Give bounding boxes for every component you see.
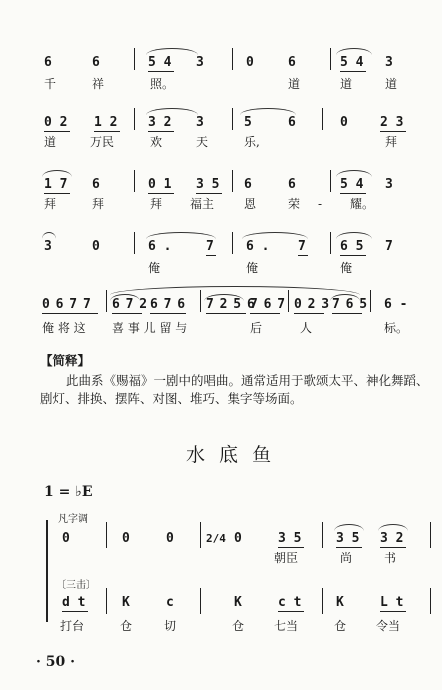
slur bbox=[378, 524, 408, 531]
note: 3 2 bbox=[380, 531, 404, 546]
note: 2 3 bbox=[380, 115, 404, 130]
percussion-row bbox=[0, 588, 442, 638]
lyric: 千 bbox=[44, 77, 57, 91]
lyric: 仓 bbox=[120, 619, 133, 633]
barline bbox=[106, 522, 107, 548]
slur bbox=[42, 232, 56, 239]
note: 0 bbox=[122, 531, 130, 546]
melody-row bbox=[0, 520, 442, 570]
lyric: 喜 事 儿 留 与 bbox=[112, 321, 188, 335]
barline bbox=[106, 588, 107, 614]
beam bbox=[206, 313, 246, 314]
barline bbox=[232, 170, 233, 192]
barline bbox=[200, 588, 201, 614]
lyric: 令当 bbox=[376, 619, 401, 633]
note: 6 bbox=[288, 55, 296, 70]
barline bbox=[330, 232, 331, 254]
note: c bbox=[166, 595, 174, 610]
barline bbox=[288, 290, 289, 312]
slur bbox=[146, 232, 216, 239]
time-signature: 2/4 bbox=[206, 532, 226, 545]
lyric: 切 bbox=[164, 619, 177, 633]
score-row-4 bbox=[0, 226, 442, 286]
lyric: 俺 将 这 bbox=[42, 321, 86, 335]
slur bbox=[42, 170, 72, 177]
part-label-percussion: 〔三击〕 bbox=[56, 580, 96, 591]
barline bbox=[134, 48, 135, 70]
lyric: 拜 bbox=[385, 135, 398, 149]
beam bbox=[340, 255, 366, 256]
note-text: 此曲系《赐福》一剧中的唱曲。通常适用于歌颂太平、神化舞蹈、剧灯、排换、摆阵、对图、堆巧、集字等场面。 bbox=[40, 373, 429, 406]
slur bbox=[110, 286, 360, 295]
note: 0 1 bbox=[148, 177, 172, 192]
slur bbox=[146, 48, 198, 55]
beam bbox=[332, 313, 362, 314]
beam bbox=[380, 547, 406, 548]
note: 5 bbox=[244, 115, 252, 130]
lyric: 恩 bbox=[244, 197, 257, 211]
beam bbox=[44, 193, 70, 194]
note: K bbox=[234, 595, 242, 610]
slur bbox=[336, 48, 372, 55]
score-row-1 bbox=[0, 40, 442, 100]
slur bbox=[336, 170, 372, 177]
note: 6 bbox=[288, 177, 296, 192]
note: 0 bbox=[166, 531, 174, 546]
barline bbox=[200, 290, 201, 312]
barline bbox=[330, 170, 331, 192]
section-title: 水 底 鱼 bbox=[186, 444, 276, 466]
lyric: 天 bbox=[196, 135, 209, 149]
beam bbox=[148, 131, 174, 132]
barline bbox=[106, 290, 107, 312]
lyric: 拜 bbox=[150, 197, 163, 211]
note: 0 2 3 bbox=[294, 297, 329, 312]
lyric: 照。 bbox=[150, 77, 175, 91]
beam bbox=[42, 313, 98, 314]
lyric: 俺 bbox=[148, 261, 161, 275]
note: 1 2 bbox=[94, 115, 118, 130]
slur bbox=[334, 524, 364, 531]
beam bbox=[294, 313, 324, 314]
beam bbox=[150, 313, 186, 314]
lyric: - bbox=[318, 197, 323, 211]
barline bbox=[134, 232, 135, 254]
note: 0 bbox=[246, 55, 254, 70]
lyric: 拜 bbox=[44, 197, 57, 211]
note: 6 bbox=[288, 115, 296, 130]
note: 6 7 6 bbox=[150, 297, 185, 312]
barline bbox=[330, 48, 331, 70]
lyric: 俺 bbox=[246, 261, 259, 275]
lyric: 道 bbox=[340, 77, 353, 91]
score-row-2 bbox=[0, 104, 442, 164]
beam bbox=[380, 131, 406, 132]
lyric: 后 bbox=[250, 321, 263, 335]
barline bbox=[232, 48, 233, 70]
note: 7 2 5 6 bbox=[206, 297, 254, 312]
note: L t bbox=[380, 595, 404, 610]
lyric: 拜 bbox=[92, 197, 105, 211]
note: 0 bbox=[62, 531, 70, 546]
page-number: · 50 · bbox=[36, 654, 75, 670]
lyric: 仓 bbox=[232, 619, 245, 633]
lyric: 标。 bbox=[384, 321, 409, 335]
lyric: 七当 bbox=[274, 619, 299, 633]
lyric: 欢 bbox=[150, 135, 163, 149]
note: 6 . bbox=[246, 239, 270, 254]
beam bbox=[278, 611, 304, 612]
barline bbox=[370, 290, 371, 312]
barline bbox=[232, 108, 233, 130]
slur bbox=[240, 108, 296, 115]
note-heading: 【简释】 bbox=[40, 353, 91, 368]
lyric: 道 bbox=[44, 135, 57, 149]
slur bbox=[242, 232, 308, 239]
beam bbox=[148, 71, 174, 72]
barline bbox=[430, 522, 431, 548]
note: 7 6 7 bbox=[250, 297, 285, 312]
score-row-3 bbox=[0, 164, 442, 224]
note: 6 . bbox=[148, 239, 172, 254]
note: 7 bbox=[298, 239, 306, 254]
note: 0 6 7 7 bbox=[42, 297, 90, 312]
note: 3 bbox=[196, 55, 204, 70]
beam bbox=[148, 193, 174, 194]
beam bbox=[44, 131, 70, 132]
key-signature: 1 = ♭E bbox=[44, 484, 93, 500]
lyric: 福主 bbox=[190, 197, 215, 211]
note: 6 5 bbox=[340, 239, 364, 254]
note: 0 bbox=[234, 531, 242, 546]
barline bbox=[322, 588, 323, 614]
note: 7 6 5 bbox=[332, 297, 367, 312]
note: 0 2 bbox=[44, 115, 68, 130]
note: 6 bbox=[92, 55, 100, 70]
note: 6 bbox=[244, 177, 252, 192]
beam bbox=[380, 611, 406, 612]
note: 6 bbox=[92, 177, 100, 192]
note: c t bbox=[278, 595, 302, 610]
lyric: 道 bbox=[385, 77, 398, 91]
note: K bbox=[336, 595, 344, 610]
barline bbox=[134, 170, 135, 192]
note: 0 bbox=[340, 115, 348, 130]
lyric: 仓 bbox=[334, 619, 347, 633]
note: 1 7 bbox=[44, 177, 68, 192]
note: 3 bbox=[385, 177, 393, 192]
lyric: 朝臣 bbox=[274, 551, 299, 565]
part-label-melody: 凡字调 bbox=[58, 514, 88, 525]
barline bbox=[134, 108, 135, 130]
beam bbox=[62, 611, 88, 612]
barline bbox=[322, 522, 323, 548]
barline bbox=[430, 588, 431, 614]
note: 7 bbox=[206, 239, 214, 254]
lyric: 祥 bbox=[92, 77, 105, 91]
note: 0 bbox=[92, 239, 100, 254]
note: 3 bbox=[385, 55, 393, 70]
note: 6 - bbox=[384, 297, 408, 312]
beam bbox=[206, 255, 216, 256]
barline bbox=[322, 108, 323, 130]
lyric: 万民 bbox=[90, 135, 115, 149]
beam bbox=[298, 255, 308, 256]
barline bbox=[232, 232, 233, 254]
slur bbox=[146, 108, 198, 115]
note: 3 bbox=[44, 239, 52, 254]
lyric: 俺 bbox=[340, 261, 353, 275]
beam bbox=[112, 313, 142, 314]
lyric: 尚 bbox=[340, 551, 353, 565]
lyric: 书 bbox=[384, 551, 397, 565]
note: 3 bbox=[196, 115, 204, 130]
lyric: 人 bbox=[300, 321, 313, 335]
note: 5 4 bbox=[340, 177, 364, 192]
note: 3 5 bbox=[336, 531, 360, 546]
beam bbox=[336, 547, 362, 548]
lyric: 乐, bbox=[244, 135, 260, 149]
note: d t bbox=[62, 595, 86, 610]
score-row-5 bbox=[0, 284, 442, 350]
note: 7 bbox=[385, 239, 393, 254]
lyric: 道 bbox=[288, 77, 301, 91]
note: 5 4 bbox=[148, 55, 172, 70]
slur bbox=[336, 232, 372, 239]
beam bbox=[250, 313, 280, 314]
lyric: 荣 bbox=[288, 197, 301, 211]
beam bbox=[278, 547, 304, 548]
beam bbox=[340, 193, 366, 194]
note: K bbox=[122, 595, 130, 610]
note: 5 4 bbox=[340, 55, 364, 70]
note: 6 7 2 bbox=[112, 297, 147, 312]
beam bbox=[196, 193, 222, 194]
lyric: 耀。 bbox=[350, 197, 375, 211]
note: 3 5 bbox=[196, 177, 220, 192]
note: 3 5 bbox=[278, 531, 302, 546]
barline bbox=[200, 522, 201, 548]
lyric: 打台 bbox=[60, 619, 85, 633]
beam bbox=[94, 131, 120, 132]
note: 3 2 bbox=[148, 115, 172, 130]
beam bbox=[340, 71, 366, 72]
note: 6 bbox=[44, 55, 52, 70]
